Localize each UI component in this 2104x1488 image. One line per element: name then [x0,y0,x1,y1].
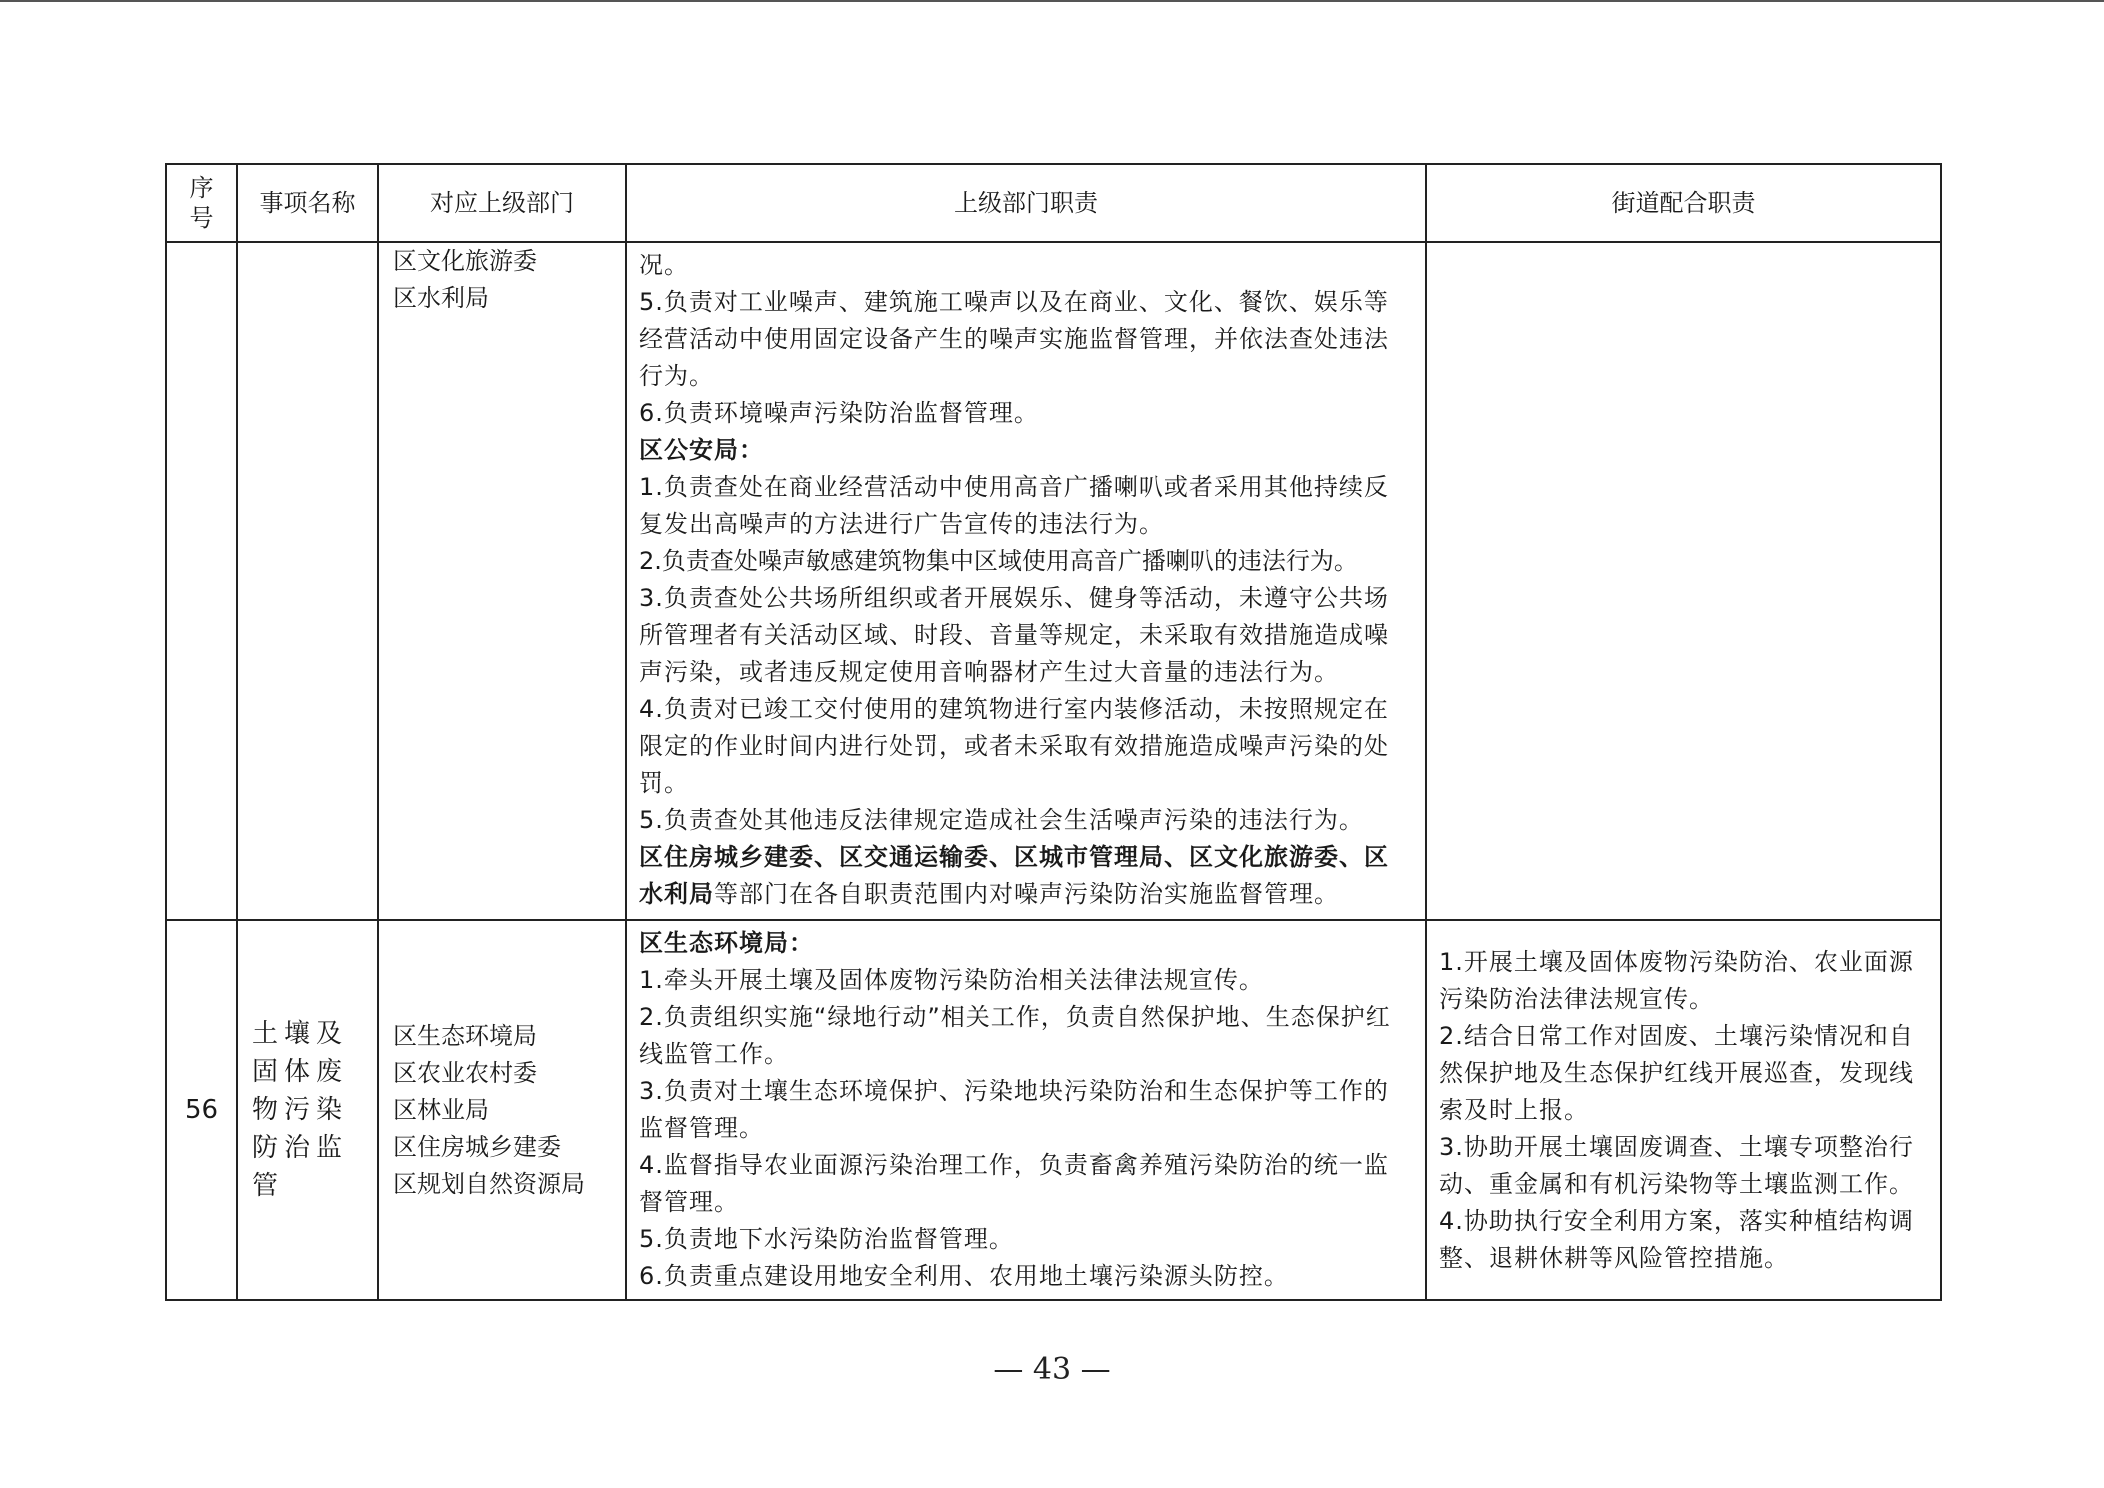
dept-name: 区住房城乡建委 [393,1132,561,1161]
duty-text: 2.负责组织实施“绿地行动”相关工作，负责自然保护地、生态保护红线监管工作。 [639,1003,1391,1068]
dept-cell [378,920,626,1300]
dept-cell [378,242,626,920]
dept-name: 区生态环境局 [393,1021,537,1050]
duty-text: 3.负责对土壤生态环境保护、污染地块污染防治和生态保护等工作的监督管理。 [639,1077,1389,1142]
duty-text-rest: 等部门在各自职责范围内对噪声污染防治实施监督管理。 [714,880,1339,908]
duty-text: 5.负责地下水污染防治监督管理。 [639,1225,1014,1253]
duty-text: 5.负责对工业噪声、建筑施工噪声以及在商业、文化、餐饮、娱乐等经营活动中使用固定设备产生的噪声实施监督管理，并依法查处违法行为。 [639,288,1389,390]
dept-name: 区规划自然资源局 [393,1169,585,1198]
street-duty-text: 3.协助开展土壤固废调查、土壤专项整治行动、重金属和有机污染物等土壤监测工作。 [1439,1132,1914,1198]
header-seq: 序号 [166,164,237,242]
street-duty-text: 1.开展土壤及固体废物污染防治、农业面源污染防治法律法规宣传。 [1439,947,1914,1013]
duty-cell [626,920,1426,1300]
page-number: — 43 — [993,1352,1111,1387]
agency-list-bold: 区住房城乡建委、区交通运输委、区城市管理局、区文化旅游委、区水利局 [639,843,1389,908]
duty-text: 3.负责查处公共场所组织或者开展娱乐、健身等活动，未遵守公共场所管理者有关活动区域、时段、音量等规定，未采取有效措施造成噪声污染，或者违反规定使用音响器材产生过大音量的违法行为。 [639,584,1389,686]
duty-text: 6.负责重点建设用地安全利用、农用地土壤污染源头防控。 [639,1262,1289,1290]
street-cell-empty [1426,242,1941,920]
street-duty-text: 4.协助执行安全利用方案，落实种植结构调整、退耕休耕等风险管控措施。 [1439,1206,1914,1272]
duty-text: 4.监督指导农业面源污染治理工作，负责畜禽养殖污染防治的统一监督管理。 [639,1151,1389,1216]
street-duty-text: 2.结合日常工作对固废、土壤污染情况和自然保护地及生态保护红线开展巡查，发现线索及时上报。 [1439,1021,1914,1124]
dept-name: 区水利局 [393,284,489,312]
duty-text-final [639,839,1413,913]
agency-heading: 区公安局： [639,436,764,464]
seq-number: 56 [166,920,237,1300]
responsibility-table [165,163,1942,1301]
table-header-row [166,164,1941,242]
duty-cell [626,242,1426,920]
header-superior-dept: 对应上级部门 [378,164,626,242]
dept-name: 区林业局 [393,1095,489,1124]
duty-text: 6.负责环境噪声污染防治监督管理。 [639,399,1039,427]
table-row [166,920,1941,1300]
seq-cell-empty [166,242,237,920]
header-superior-duty: 上级部门职责 [626,164,1426,242]
item-cell-empty [237,242,378,920]
top-border-line [0,0,2104,2]
agency-heading: 区生态环境局： [639,929,814,957]
street-duty-cell [1426,920,1941,1300]
header-street-duty: 街道配合职责 [1426,164,1941,242]
item-name-cell [237,920,378,1300]
table-row [166,242,1941,920]
duty-text: 1.负责查处在商业经营活动中使用高音广播喇叭或者采用其他持续反复发出高噪声的方法进行广告宣传的违法行为。 [639,473,1389,538]
item-name: 土壤及固体废物污染防治监管 [252,1019,349,1201]
duty-text: 5.负责查处其他违反法律规定造成社会生活噪声污染的违法行为。 [639,806,1364,834]
dept-name: 区文化旅游委 [393,247,537,275]
duty-text: 1.牵头开展土壤及固体废物污染防治相关法律法规宣传。 [639,966,1264,994]
dept-name: 区农业农村委 [393,1058,537,1087]
duty-text: 2.负责查处噪声敏感建筑物集中区域使用高音广播喇叭的违法行为。 [639,547,1358,575]
header-item-name: 事项名称 [237,164,378,242]
duty-text: 4.负责对已竣工交付使用的建筑物进行室内装修活动，未按照规定在限定的作业时间内进行处罚，或者未采取有效措施造成噪声污染的处罚。 [639,695,1389,797]
duty-text: 况。 [639,251,689,279]
